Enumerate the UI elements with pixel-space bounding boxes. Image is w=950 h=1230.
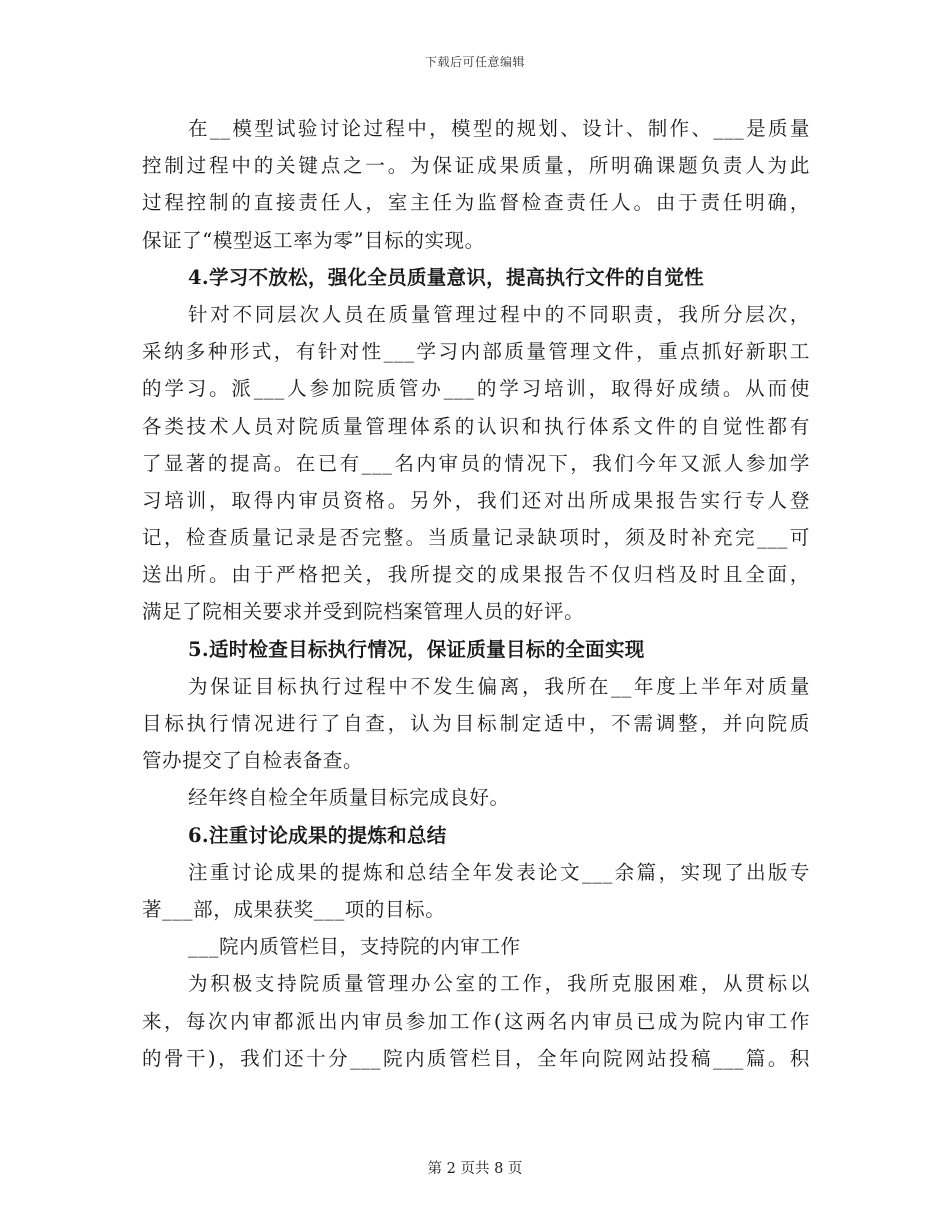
paragraph-line: 注重讨论成果的提炼和总结全年发表论文___余篇，实现了出版专 — [188, 860, 810, 884]
paragraph-line: 习培训，取得内审员资格。另外，我们还对出所成果报告实行专人登 — [142, 488, 810, 512]
section-heading: 5.适时检查目标执行情况，保证质量目标的全面实现 — [188, 637, 645, 661]
paragraph-line: 过程控制的直接责任人，室主任为监督检查责任人。由于责任明确， — [142, 191, 810, 215]
page-number: 第 2 页共 8 页 — [427, 1161, 523, 1177]
paragraph-line: 满足了院相关要求并受到院档案管理人员的好评。 — [142, 600, 585, 624]
paragraph-line: 经年终自检全年质量目标完成良好。 — [188, 786, 510, 810]
paragraph-line: 针对不同层次人员在质量管理过程中的不同职责，我所分层次， — [188, 302, 810, 326]
paragraph-line: 控制过程中的关键点之一。为保证成果质量，所明确课题负责人为此 — [142, 154, 810, 178]
paragraph-line: 采纳多种形式，有针对性___学习内部质量管理文件，重点抓好新职工 — [142, 340, 810, 364]
paragraph-line: 在__模型试验讨论过程中，模型的规划、设计、制作、___是质量 — [188, 117, 810, 140]
document-body — [142, 110, 810, 1077]
paragraph-line: ___院内质管栏目，支持院的内审工作 — [188, 935, 521, 959]
section-heading: 4.学习不放松，强化全员质量意识，提高执行文件的自觉性 — [188, 265, 704, 289]
paragraph-line: 的学习。派___人参加院质管办___的学习培训，取得好成绩。从而使 — [142, 377, 810, 401]
paragraph-line: 管办提交了自检表备查。 — [142, 749, 364, 773]
paragraph-line: 的骨干)，我们还十分___院内质管栏目，全年向院网站投稿___篇。积 — [142, 1046, 810, 1070]
paragraph-line: 来，每次内审都派出内审员参加工作(这两名内审员已成为院内审工作 — [142, 1009, 810, 1033]
section-heading: 6.注重讨论成果的提炼和总结 — [188, 823, 447, 847]
paragraph-line: 目标执行情况进行了自查，认为目标制定适中，不需调整，并向院质 — [142, 712, 810, 735]
paragraph-line: 保证了“模型返工率为零”目标的实现。 — [142, 228, 485, 252]
paragraph-line: 了显著的提高。在已有___名内审员的情况下，我们今年又派人参加学 — [142, 451, 810, 475]
paragraph-line: 记，检查质量记录是否完整。当质量记录缺项时，须及时补充完___可 — [142, 526, 810, 550]
paragraph-line: 著___部，成果获奖___项的目标。 — [142, 897, 446, 921]
paragraph-line: 各类技术人员对院质量管理体系的认识和执行体系文件的自觉性都有 — [142, 414, 810, 438]
paragraph-line: 为积极支持院质量管理办公室的工作，我所克服困难，从贯标以 — [188, 972, 810, 996]
paragraph-line: 送出所。由于严格把关，我所提交的成果报告不仅归档及时且全面， — [142, 563, 810, 587]
page-header: 下载后可任意编辑 — [424, 55, 525, 69]
paragraph-line: 为保证目标执行过程中不发生偏离，我所在__年度上半年对质量 — [188, 674, 810, 698]
